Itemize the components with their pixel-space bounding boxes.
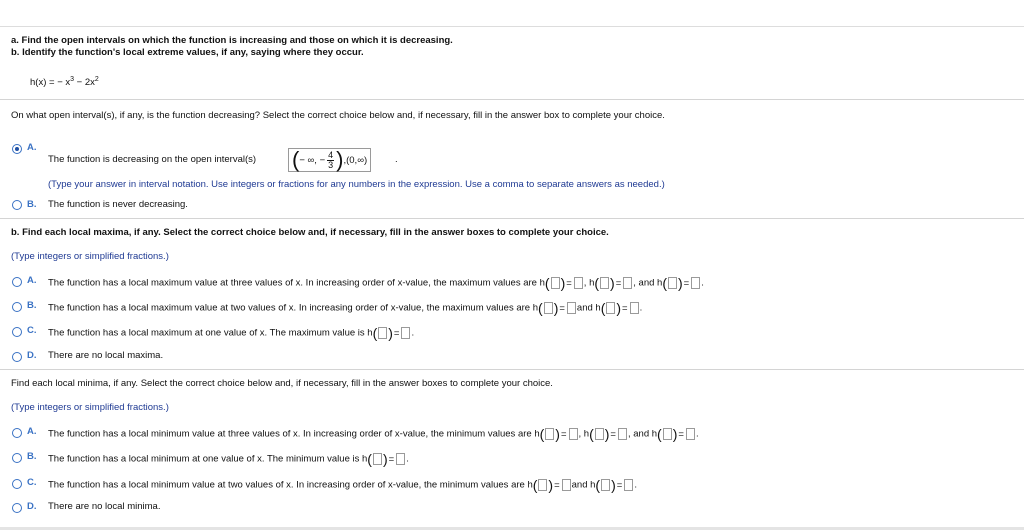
q1-choice-b-radio[interactable]: [12, 200, 22, 210]
answer-box[interactable]: [601, 479, 610, 491]
q1-prompt: On what open interval(s), if any, is the function decreasing? Select the correct choice below and, if necessary, fill in the answer box to complete your choice.: [11, 110, 665, 121]
q3-choice-c-line: The function has a local minimum value at two values of x. In increasing order of x-value, the minimum values are h( )= and h( )= .: [48, 477, 637, 493]
q2-choice-b-letter: B.: [27, 300, 37, 311]
answer-box[interactable]: [538, 479, 547, 491]
answer-box[interactable]: [551, 277, 560, 289]
q3-choice-d-letter: D.: [27, 501, 37, 512]
q2-choice-d-text: There are no local maxima.: [48, 350, 164, 361]
q1-choice-a-hint: (Type your answer in interval notation. Use integers or fractions for any numbers in the expression. Use a comma to separate answers as needed.): [48, 179, 665, 190]
answer-box[interactable]: [595, 428, 604, 440]
q3-choice-b-line: The function has a local minimum at one value of x. The minimum value is h( )= .: [48, 451, 409, 467]
q2-choice-a-letter: A.: [27, 275, 37, 286]
q3-choice-b-letter: B.: [27, 451, 37, 462]
answer-box[interactable]: [686, 428, 695, 440]
answer-box[interactable]: [544, 302, 553, 314]
q2-choice-d-radio[interactable]: [12, 352, 22, 362]
q3-choice-d-radio[interactable]: [12, 503, 22, 513]
q3-choice-a-letter: A.: [27, 426, 37, 437]
divider: [0, 218, 1024, 219]
q3-choice-b-radio[interactable]: [12, 453, 22, 463]
divider: [0, 99, 1024, 100]
q2-hint: (Type integers or simplified fractions.): [11, 251, 169, 262]
bottom-border: [0, 527, 1024, 530]
q3-choice-a-radio[interactable]: [12, 428, 22, 438]
answer-box[interactable]: [624, 479, 633, 491]
answer-box[interactable]: [396, 453, 405, 465]
problem-part-a: a. Find the open intervals on which the function is increasing and those on which it is decreasing.: [11, 35, 453, 46]
answer-box[interactable]: [600, 277, 609, 289]
q2-choice-a-line: The function has a local maximum value at three values of x. In increasing order of x-value, the maximum values are h( )= , h( )= , and h( )= .: [48, 275, 704, 291]
answer-box[interactable]: [401, 327, 410, 339]
answer-box[interactable]: [630, 302, 639, 314]
answer-box[interactable]: [373, 453, 382, 465]
answer-box[interactable]: [623, 277, 632, 289]
answer-close-paren: ): [336, 147, 344, 172]
q3-prompt: Find each local minima, if any. Select the correct choice below and, if necessary, fill in the answer boxes to complete your choice.: [11, 378, 553, 389]
q2-choice-a-radio[interactable]: [12, 277, 22, 287]
top-divider: [0, 26, 1024, 27]
q1-choice-a-letter: A.: [27, 142, 37, 153]
q1-choice-a-text: The function is decreasing on the open interval(s): [48, 154, 257, 165]
q3-choice-c-radio[interactable]: [12, 479, 22, 489]
function-expression: h(x) = − $x^3 - 2x^2$: [30, 76, 99, 89]
fraction-denominator: 3: [328, 159, 334, 170]
q1-interval-answer-box[interactable]: [288, 148, 371, 172]
q3-hint: (Type integers or simplified fractions.): [11, 402, 169, 413]
q1-answer-period: .: [395, 154, 398, 165]
q3-choice-a-line: The function has a local minimum value at three values of x. In increasing order of x-value, the minimum values are h( )= , h( )= , and h( )= .: [48, 426, 699, 442]
q3-choice-d-text: There are no local minima.: [48, 501, 161, 512]
answer-box[interactable]: [562, 479, 571, 491]
answer-right-part: ,(0,∞): [343, 154, 368, 166]
problem-part-b: b. Identify the function's local extreme values, if any, saying where they occur.: [11, 47, 364, 58]
q1-choice-b-letter: B.: [27, 199, 37, 210]
fraction-numerator: 4: [328, 149, 334, 160]
answer-box[interactable]: [668, 277, 677, 289]
answer-box[interactable]: [545, 428, 554, 440]
q2-choice-b-line: The function has a local maximum value at two values of x. In increasing order of x-value, the maximum values are h( )= and h( )= .: [48, 300, 643, 316]
divider: [0, 369, 1024, 370]
q2-choice-c-line: The function has a local maximum at one value of x. The maximum value is h( )= .: [48, 325, 415, 341]
answer-box[interactable]: [663, 428, 672, 440]
answer-box[interactable]: [618, 428, 627, 440]
answer-box[interactable]: [567, 302, 576, 314]
q2-prompt: b. Find each local maxima, if any. Select the correct choice below and, if necessary, fill in the answer boxes to complete your choice.: [11, 227, 609, 238]
q3-choice-c-letter: C.: [27, 477, 37, 488]
answer-box[interactable]: [606, 302, 615, 314]
q1-choice-b-text: The function is never decreasing.: [48, 199, 188, 210]
q2-choice-c-radio[interactable]: [12, 327, 22, 337]
answer-left-part: − ∞, −: [299, 154, 326, 166]
q2-choice-c-letter: C.: [27, 325, 37, 336]
answer-open-paren: (: [292, 147, 300, 172]
q2-choice-d-letter: D.: [27, 350, 37, 361]
q1-choice-a-radio[interactable]: [12, 144, 22, 154]
answer-box[interactable]: [378, 327, 387, 339]
q2-choice-b-radio[interactable]: [12, 302, 22, 312]
answer-box[interactable]: [569, 428, 578, 440]
answer-box[interactable]: [691, 277, 700, 289]
answer-fraction: [327, 151, 334, 170]
answer-box[interactable]: [574, 277, 583, 289]
